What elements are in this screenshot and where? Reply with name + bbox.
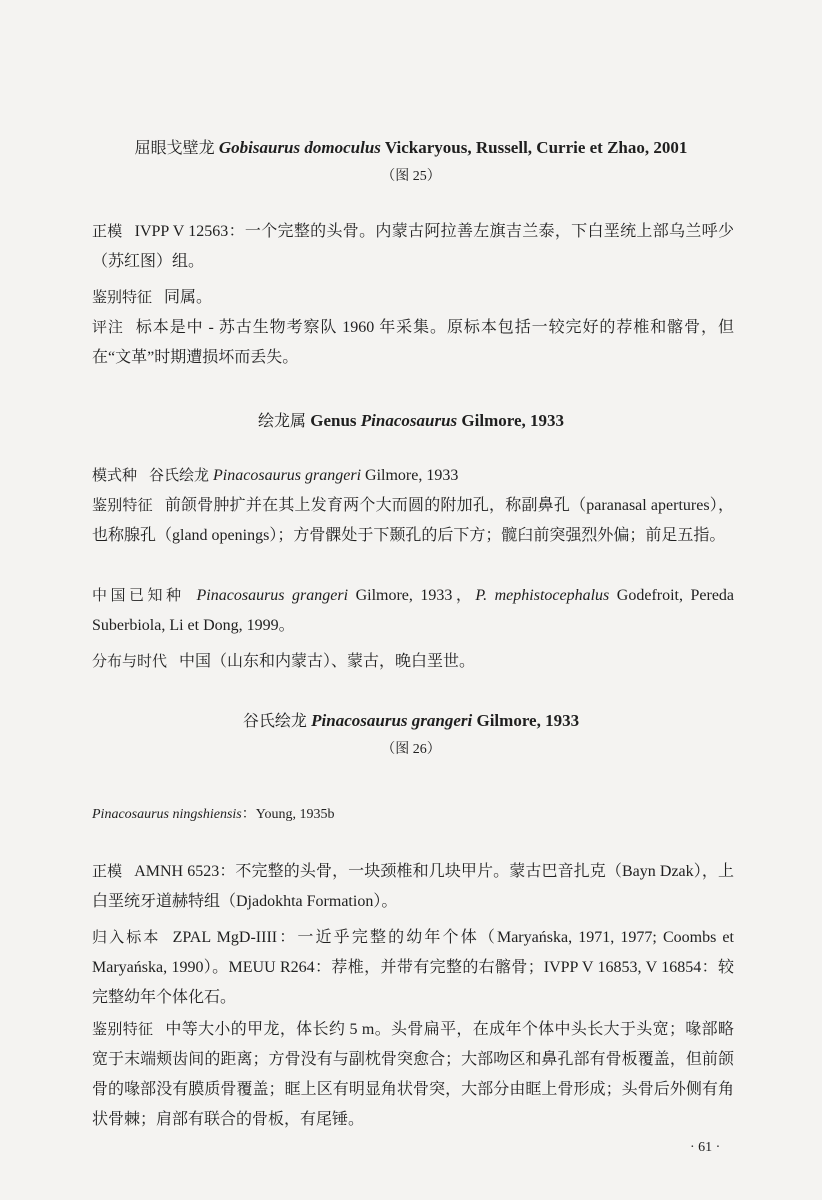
diagnosis-paragraph-2: 鉴别特征 中等大小的甲龙，体长约 5 m。头骨扁平，在成年个体中头长大于头宽；喙部略宽于末端颊齿间的距离；方骨没有与副枕骨突愈合；大部吻区和鼻孔部有骨板覆盖，但前颌骨的喙部没有膜质骨覆盖；眶上区有明显角状骨突，大部分由眶上骨形成；头骨后外侧有角状骨棘；肩部有联合的骨板，有尾锤。 — [92, 1020, 734, 1128]
diagnosis-paragraph: 鉴别特征 同属。 — [92, 288, 213, 306]
genus-diagnosis-paragraph: 鉴别特征 前颌骨肿扩并在其上发育两个大而圆的附加孔，称副鼻孔（paranasal apertures），也称腺孔（gland openings）；方骨髁处于下颞孔的后下方；髋臼前突强烈外偏；前足五指。 — [92, 496, 734, 544]
species-heading-pinacosaurus: 谷氏绘龙 Pinacosaurus grangeri Gilmore, 1933 — [242, 711, 580, 730]
figure-ref: （图 25） — [381, 169, 441, 184]
genus-heading: 绘龙属 Genus Pinacosaurus Gilmore, 1933 — [257, 411, 565, 430]
holotype-paragraph: 正模 IVPP V 12563：一个完整的头骨。内蒙古阿拉善左旗吉兰泰，下白垩统上部乌兰呼少（苏红图）组。 — [92, 222, 734, 270]
distribution-paragraph: 分布与时代 中国（山东和内蒙古）、蒙古，晚白垩世。 — [92, 652, 476, 670]
species-heading-gobisaurus: 屈眼戈壁龙 Gobisaurus domoculus Vickaryous, Russell, Currie et Zhao, 2001 — [134, 138, 688, 157]
figure-ref-26: （图 26） — [381, 742, 441, 757]
holotype-paragraph-2: 正模 AMNH 6523：不完整的头骨，一块颈椎和几块甲片。蒙古巴音扎克（Bayn Dzak），上白垩统牙道赫特组（Djadokhta Formation）。 — [92, 862, 734, 910]
referred-specimens-paragraph: 归入标本 ZPAL MgD-IIII：一近乎完整的幼年个体（Maryańska, 1971, 1977; Coombs et Maryańska, 1990）。MEUU R264：荐椎，并带有完整的右髂骨；IVPP V 16853, V 16854：较完整幼年个体化石。 — [92, 928, 734, 1006]
type-species-paragraph: 模式种 谷氏绘龙 Pinacosaurus grangeri Gilmore, 1933 — [92, 466, 459, 484]
synonym-line: Pinacosaurus ningshiensis：Young, 1935b — [92, 807, 335, 822]
page-number: · 61 · — [690, 1140, 721, 1155]
chinese-species-paragraph: 中国已知种 Pinacosaurus grangeri Gilmore, 1933，P. mephistocephalus Godefroit, Pereda Suberbiola, Li et Dong, 1999。 — [92, 586, 735, 634]
remarks-paragraph: 评注 标本是中 - 苏古生物考察队 1960 年采集。原标本包括一较完好的荐椎和髂骨，但在“文革”时期遭损坏而丢失。 — [92, 318, 734, 366]
